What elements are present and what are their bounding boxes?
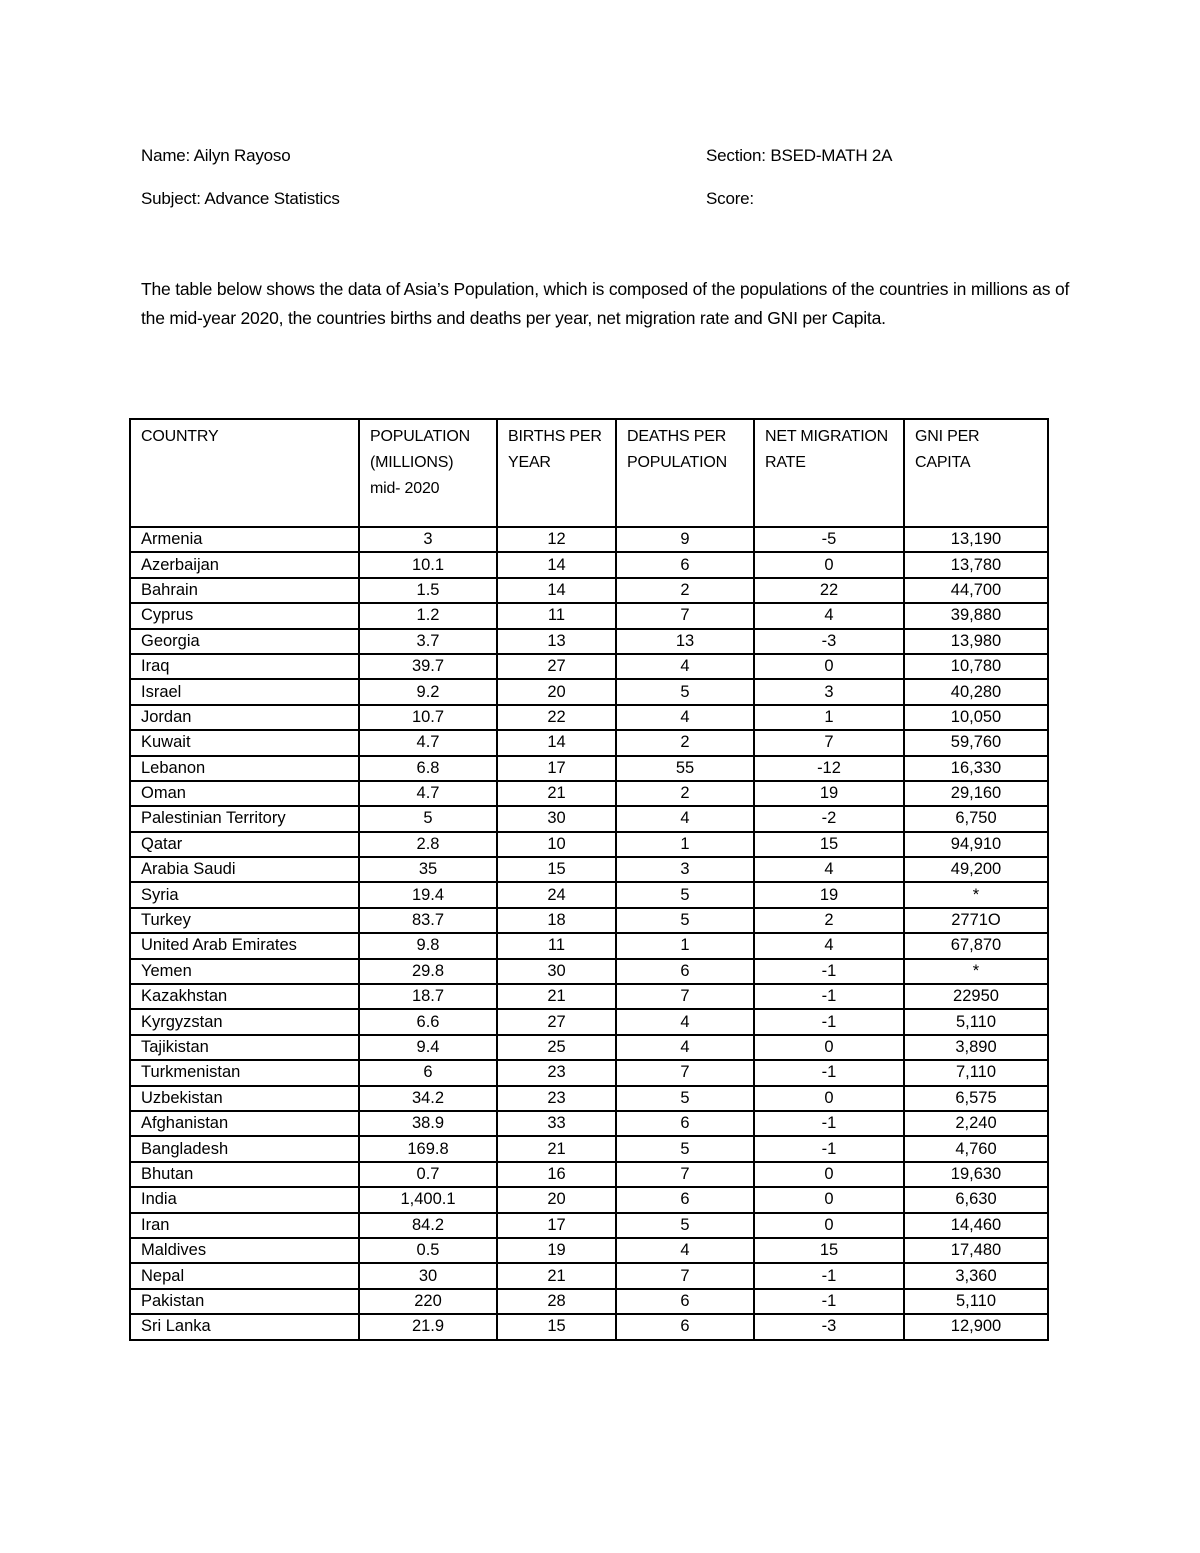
cell-population: 84.2	[359, 1213, 497, 1238]
cell-population: 4.7	[359, 781, 497, 806]
cell-net-migration: 0	[754, 654, 904, 679]
cell-gni: 22950	[904, 984, 1048, 1009]
table-row	[130, 730, 1048, 755]
cell-population: 169.8	[359, 1136, 497, 1161]
cell-deaths: 6	[616, 1314, 754, 1339]
cell-country: Iraq	[130, 654, 359, 679]
cell-population: 9.4	[359, 1035, 497, 1060]
cell-births: 14	[497, 578, 616, 603]
cell-births: 23	[497, 1086, 616, 1111]
cell-country: Bahrain	[130, 578, 359, 603]
cell-gni: 44,700	[904, 578, 1048, 603]
cell-births: 15	[497, 1314, 616, 1339]
cell-deaths: 6	[616, 1187, 754, 1212]
cell-country: Tajikistan	[130, 1035, 359, 1060]
cell-population: 3	[359, 527, 497, 552]
cell-population: 1.5	[359, 578, 497, 603]
cell-deaths: 6	[616, 1111, 754, 1136]
table-row	[130, 857, 1048, 882]
cell-gni: *	[904, 882, 1048, 907]
cell-country: Azerbaijan	[130, 552, 359, 577]
cell-births: 15	[497, 857, 616, 882]
cell-country: India	[130, 1187, 359, 1212]
table-row	[130, 1035, 1048, 1060]
cell-deaths: 6	[616, 1289, 754, 1314]
cell-births: 19	[497, 1238, 616, 1263]
cell-births: 27	[497, 1009, 616, 1034]
cell-country: Israel	[130, 679, 359, 704]
table-row	[130, 679, 1048, 704]
cell-country: Bangladesh	[130, 1136, 359, 1161]
cell-births: 23	[497, 1060, 616, 1085]
cell-country: Jordan	[130, 705, 359, 730]
cell-net-migration: 1	[754, 705, 904, 730]
cell-births: 10	[497, 832, 616, 857]
cell-gni: 12,900	[904, 1314, 1048, 1339]
cell-deaths: 5	[616, 1213, 754, 1238]
cell-deaths: 5	[616, 679, 754, 704]
cell-population: 3.7	[359, 629, 497, 654]
cell-country: Kuwait	[130, 730, 359, 755]
cell-population: 6.8	[359, 756, 497, 781]
cell-country: Afghanistan	[130, 1111, 359, 1136]
cell-net-migration: -1	[754, 959, 904, 984]
cell-net-migration: 15	[754, 832, 904, 857]
cell-births: 27	[497, 654, 616, 679]
cell-country: Lebanon	[130, 756, 359, 781]
cell-gni: 59,760	[904, 730, 1048, 755]
cell-country: Turkey	[130, 908, 359, 933]
score-label: Score:	[706, 189, 754, 208]
cell-gni: 3,360	[904, 1263, 1048, 1288]
cell-country: Nepal	[130, 1263, 359, 1288]
cell-births: 16	[497, 1162, 616, 1187]
table-row	[130, 882, 1048, 907]
cell-population: 38.9	[359, 1111, 497, 1136]
cell-country: Turkmenistan	[130, 1060, 359, 1085]
cell-gni: 67,870	[904, 933, 1048, 958]
cell-births: 13	[497, 629, 616, 654]
cell-population: 5	[359, 806, 497, 831]
column-header-deaths: DEATHS PER POPULATION	[616, 419, 754, 527]
cell-births: 25	[497, 1035, 616, 1060]
cell-births: 21	[497, 984, 616, 1009]
cell-net-migration: -12	[754, 756, 904, 781]
cell-net-migration: -1	[754, 1136, 904, 1161]
cell-gni: 6,750	[904, 806, 1048, 831]
subject-label: Subject: Advance Statistics	[141, 189, 340, 208]
cell-population: 34.2	[359, 1086, 497, 1111]
cell-population: 39.7	[359, 654, 497, 679]
cell-gni: 2771O	[904, 908, 1048, 933]
cell-deaths: 2	[616, 578, 754, 603]
asia-population-table	[129, 418, 1049, 1341]
cell-deaths: 2	[616, 730, 754, 755]
table-row	[130, 1238, 1048, 1263]
cell-births: 24	[497, 882, 616, 907]
cell-population: 6	[359, 1060, 497, 1085]
student-name: Name: Ailyn Rayoso	[141, 146, 291, 165]
cell-population: 21.9	[359, 1314, 497, 1339]
cell-births: 20	[497, 679, 616, 704]
cell-net-migration: 19	[754, 882, 904, 907]
cell-gni: 94,910	[904, 832, 1048, 857]
cell-births: 12	[497, 527, 616, 552]
cell-births: 11	[497, 933, 616, 958]
cell-births: 17	[497, 756, 616, 781]
column-header-net-migration: NET MIGRATION RATE	[754, 419, 904, 527]
cell-deaths: 7	[616, 984, 754, 1009]
cell-net-migration: 0	[754, 552, 904, 577]
cell-births: 21	[497, 1136, 616, 1161]
cell-population: 19.4	[359, 882, 497, 907]
cell-gni: 2,240	[904, 1111, 1048, 1136]
cell-gni: 4,760	[904, 1136, 1048, 1161]
cell-gni: 7,110	[904, 1060, 1048, 1085]
cell-country: Qatar	[130, 832, 359, 857]
cell-population: 6.6	[359, 1009, 497, 1034]
cell-country: Syria	[130, 882, 359, 907]
cell-net-migration: -1	[754, 1111, 904, 1136]
cell-country: Pakistan	[130, 1289, 359, 1314]
cell-deaths: 7	[616, 1162, 754, 1187]
table-row	[130, 578, 1048, 603]
table-row	[130, 1009, 1048, 1034]
cell-country: Bhutan	[130, 1162, 359, 1187]
cell-country: Yemen	[130, 959, 359, 984]
cell-deaths: 5	[616, 1136, 754, 1161]
table-row	[130, 781, 1048, 806]
section-label: Section: BSED-MATH 2A	[706, 146, 893, 165]
cell-country: Iran	[130, 1213, 359, 1238]
cell-country: United Arab Emirates	[130, 933, 359, 958]
column-header-country: COUNTRY	[130, 419, 359, 527]
cell-deaths: 1	[616, 832, 754, 857]
cell-gni: 6,575	[904, 1086, 1048, 1111]
cell-net-migration: 4	[754, 857, 904, 882]
cell-net-migration: 3	[754, 679, 904, 704]
cell-net-migration: -1	[754, 1263, 904, 1288]
table-row	[130, 959, 1048, 984]
cell-births: 21	[497, 1263, 616, 1288]
table-row	[130, 1314, 1048, 1339]
cell-population: 1.2	[359, 603, 497, 628]
cell-births: 30	[497, 806, 616, 831]
cell-gni: 6,630	[904, 1187, 1048, 1212]
cell-country: Georgia	[130, 629, 359, 654]
cell-gni: 16,330	[904, 756, 1048, 781]
table-row	[130, 1136, 1048, 1161]
cell-deaths: 2	[616, 781, 754, 806]
table-row	[130, 1187, 1048, 1212]
cell-country: Sri Lanka	[130, 1314, 359, 1339]
cell-gni: 13,190	[904, 527, 1048, 552]
table-row	[130, 1086, 1048, 1111]
cell-population: 18.7	[359, 984, 497, 1009]
cell-deaths: 4	[616, 1035, 754, 1060]
cell-population: 4.7	[359, 730, 497, 755]
cell-country: Oman	[130, 781, 359, 806]
cell-births: 11	[497, 603, 616, 628]
cell-population: 1,400.1	[359, 1187, 497, 1212]
cell-net-migration: 7	[754, 730, 904, 755]
cell-gni: 10,780	[904, 654, 1048, 679]
table-row	[130, 1263, 1048, 1288]
cell-country: Arabia Saudi	[130, 857, 359, 882]
cell-net-migration: 0	[754, 1162, 904, 1187]
intro-paragraph: The table below shows the data of Asia’s Population, which is composed of the populations of the countries in millions as of the mid-year 2020, the countries births and deaths per year, net migration rate and GNI per Capita.	[141, 279, 1070, 328]
table-header-row	[130, 419, 1048, 527]
table-row	[130, 908, 1048, 933]
cell-deaths: 7	[616, 1263, 754, 1288]
cell-deaths: 13	[616, 629, 754, 654]
cell-gni: 5,110	[904, 1009, 1048, 1034]
cell-net-migration: 0	[754, 1086, 904, 1111]
cell-net-migration: -3	[754, 629, 904, 654]
cell-deaths: 4	[616, 806, 754, 831]
cell-gni: 10,050	[904, 705, 1048, 730]
cell-births: 22	[497, 705, 616, 730]
cell-net-migration: 4	[754, 603, 904, 628]
cell-net-migration: 0	[754, 1035, 904, 1060]
table-row	[130, 756, 1048, 781]
cell-net-migration: 4	[754, 933, 904, 958]
cell-population: 9.8	[359, 933, 497, 958]
cell-net-migration: 22	[754, 578, 904, 603]
cell-gni: 13,780	[904, 552, 1048, 577]
column-header-births: BIRTHS PER YEAR	[497, 419, 616, 527]
cell-country: Maldives	[130, 1238, 359, 1263]
cell-births: 14	[497, 730, 616, 755]
cell-deaths: 7	[616, 1060, 754, 1085]
cell-gni: 29,160	[904, 781, 1048, 806]
cell-net-migration: 19	[754, 781, 904, 806]
cell-population: 83.7	[359, 908, 497, 933]
table-row	[130, 1162, 1048, 1187]
table-row	[130, 654, 1048, 679]
cell-population: 35	[359, 857, 497, 882]
cell-gni: 5,110	[904, 1289, 1048, 1314]
cell-deaths: 5	[616, 882, 754, 907]
cell-births: 21	[497, 781, 616, 806]
cell-gni: 17,480	[904, 1238, 1048, 1263]
cell-deaths: 4	[616, 1238, 754, 1263]
cell-net-migration: 0	[754, 1187, 904, 1212]
cell-net-migration: -1	[754, 1289, 904, 1314]
cell-births: 20	[497, 1187, 616, 1212]
table-row	[130, 933, 1048, 958]
cell-deaths: 6	[616, 552, 754, 577]
table-body	[130, 527, 1048, 1340]
table-row	[130, 527, 1048, 552]
column-header-gni: GNI PER CAPITA	[904, 419, 1048, 527]
cell-deaths: 5	[616, 1086, 754, 1111]
cell-country: Uzbekistan	[130, 1086, 359, 1111]
cell-deaths: 55	[616, 756, 754, 781]
cell-deaths: 4	[616, 705, 754, 730]
cell-population: 220	[359, 1289, 497, 1314]
cell-net-migration: -1	[754, 1009, 904, 1034]
cell-births: 33	[497, 1111, 616, 1136]
cell-population: 10.7	[359, 705, 497, 730]
cell-net-migration: 2	[754, 908, 904, 933]
cell-gni: 40,280	[904, 679, 1048, 704]
table-row	[130, 629, 1048, 654]
cell-deaths: 6	[616, 959, 754, 984]
cell-births: 18	[497, 908, 616, 933]
cell-deaths: 3	[616, 857, 754, 882]
cell-net-migration: -1	[754, 1060, 904, 1085]
cell-deaths: 7	[616, 603, 754, 628]
table-row	[130, 603, 1048, 628]
table-row	[130, 1289, 1048, 1314]
cell-population: 0.5	[359, 1238, 497, 1263]
cell-population: 2.8	[359, 832, 497, 857]
table-row	[130, 552, 1048, 577]
table-row	[130, 806, 1048, 831]
cell-gni: 13,980	[904, 629, 1048, 654]
table-row	[130, 1213, 1048, 1238]
cell-population: 30	[359, 1263, 497, 1288]
cell-country: Palestinian Territory	[130, 806, 359, 831]
cell-deaths: 4	[616, 654, 754, 679]
column-header-population: POPULATION (MILLIONS) mid- 2020	[359, 419, 497, 527]
table-row	[130, 984, 1048, 1009]
cell-country: Kazakhstan	[130, 984, 359, 1009]
table-row	[130, 832, 1048, 857]
cell-population: 0.7	[359, 1162, 497, 1187]
cell-deaths: 5	[616, 908, 754, 933]
cell-country: Kyrgyzstan	[130, 1009, 359, 1034]
table-row	[130, 1111, 1048, 1136]
cell-gni: 19,630	[904, 1162, 1048, 1187]
cell-deaths: 9	[616, 527, 754, 552]
cell-gni: *	[904, 959, 1048, 984]
cell-births: 17	[497, 1213, 616, 1238]
cell-net-migration: 15	[754, 1238, 904, 1263]
cell-births: 14	[497, 552, 616, 577]
cell-gni: 14,460	[904, 1213, 1048, 1238]
cell-population: 29.8	[359, 959, 497, 984]
cell-net-migration: -2	[754, 806, 904, 831]
cell-gni: 39,880	[904, 603, 1048, 628]
cell-population: 10.1	[359, 552, 497, 577]
cell-net-migration: -1	[754, 984, 904, 1009]
cell-population: 9.2	[359, 679, 497, 704]
table-row	[130, 705, 1048, 730]
cell-births: 30	[497, 959, 616, 984]
cell-country: Armenia	[130, 527, 359, 552]
cell-net-migration: -3	[754, 1314, 904, 1339]
cell-deaths: 4	[616, 1009, 754, 1034]
cell-country: Cyprus	[130, 603, 359, 628]
cell-deaths: 1	[616, 933, 754, 958]
cell-net-migration: 0	[754, 1213, 904, 1238]
cell-net-migration: -5	[754, 527, 904, 552]
table-row	[130, 1060, 1048, 1085]
cell-gni: 49,200	[904, 857, 1048, 882]
cell-births: 28	[497, 1289, 616, 1314]
cell-gni: 3,890	[904, 1035, 1048, 1060]
